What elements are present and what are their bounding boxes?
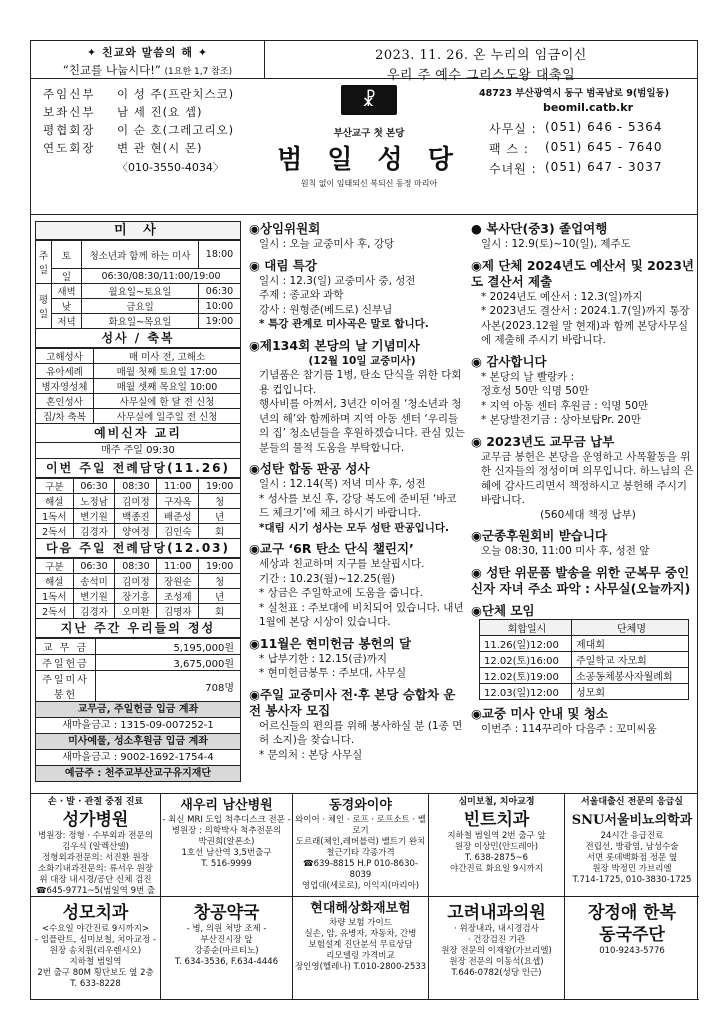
- mass-time: 06:30: [199, 284, 241, 299]
- staff-role: 주임신부: [43, 87, 96, 101]
- offering-value: 708명: [96, 671, 241, 702]
- notice-title: ◉ 대림 특강: [249, 257, 317, 273]
- duty-header-cell: 19:00: [199, 479, 241, 494]
- mass-name: 월요일~토요일: [82, 284, 199, 299]
- staff-list: [43, 85, 243, 175]
- account1-title: 교무금, 주일헌금 입금 계좌: [35, 702, 241, 718]
- notice-item: [249, 687, 465, 763]
- notice-line: 주제 : 종교와 과학: [259, 289, 344, 301]
- duty-cell: 양여정: [115, 524, 157, 539]
- duty-row: [36, 494, 241, 509]
- sacraments-table: [35, 348, 241, 424]
- mass-table: [35, 240, 241, 329]
- notice-title: ◉ 2023년도 교무금 납부: [471, 433, 615, 449]
- notice-line: * 문의처 : 본당 사무실: [259, 748, 363, 761]
- parish-name: 범 일 성 당: [277, 145, 461, 175]
- sacrament-info: 매월 첫째 토요일 17:00: [94, 364, 241, 379]
- mass-time: 18:00: [199, 241, 241, 269]
- ad-line: · 위장내과, 내시경검사: [454, 924, 539, 934]
- ad-line: 병원장 : 의학박사 척추전문의: [171, 826, 282, 836]
- motto-ref: (1요한 1,7 참조): [164, 67, 233, 77]
- duty-cell: 장기흥: [115, 589, 157, 604]
- duty-cell: 청: [199, 494, 241, 509]
- staff-person: 변 관 현(시 몬): [117, 141, 203, 155]
- cleaning-title: ◉교중 미사 안내 및 청소: [471, 705, 608, 721]
- sacrament-info: 사무실에 한 달 전 신청: [94, 394, 241, 409]
- duty-cell: 1독서: [36, 589, 74, 604]
- notice-title: ◉제 단체 2024년도 예산서 및 2023년도 결산서 제출: [471, 257, 694, 289]
- ad-line: - 최신 MRI 도입 척추디스크 전문 -: [162, 815, 291, 825]
- ad-block: [161, 794, 293, 897]
- notice-item: [249, 221, 465, 252]
- notice-item: [249, 338, 465, 456]
- ad-headline: 동경와이야: [329, 798, 392, 813]
- notice-line: * 상금은 주일학교에 도움을 줍니다.: [259, 587, 423, 599]
- notice-item: [471, 528, 695, 559]
- ad-block: [293, 897, 429, 1000]
- notices-column-middle: [249, 221, 465, 768]
- ad-line: 원장 송치원(리우렌시오): [49, 946, 142, 956]
- ad-name: 창공약국: [193, 903, 260, 923]
- ad-block: [31, 794, 161, 897]
- notice-item: [471, 565, 695, 597]
- mass-day: 저녁: [52, 314, 82, 329]
- notice-title: ◉교구 ‘6R 탄소 단식 챌린지’: [249, 541, 414, 556]
- date-box: [265, 41, 697, 83]
- ad-line: 야간진료 화요일 9시까지: [450, 863, 543, 874]
- ad-name: 성모치과: [62, 903, 129, 923]
- duty-header-cell: 11:00: [157, 479, 199, 494]
- cleaning-text: 이번주 : 114꾸리아 다음주 : 꼬미씨움: [481, 722, 657, 735]
- duty-next-table: [35, 558, 241, 619]
- motto-box: [31, 41, 265, 79]
- staff-row: [43, 121, 243, 139]
- ad-name: 장정애 한복: [587, 903, 677, 923]
- parish-logo-icon: ☧: [341, 85, 397, 115]
- duty-cell: 김미정: [115, 574, 157, 589]
- notice-line: 일시 : 12.3(일) 교중미사 중, 성전: [259, 274, 416, 287]
- duty-header-cell: 08:30: [115, 479, 157, 494]
- ad-line: 소화기내과전문의: 류서우 원장: [37, 863, 153, 874]
- ad-name: 동국주단: [599, 925, 665, 945]
- offering-label: 주일헌금: [36, 655, 96, 671]
- notice-line: * 2023년도 결산서 : 2024.1.7(일)까지 통장 사본(2023.12월 말 현재)과 함께 본당사무실에 제출해 주시기 바랍니다.: [481, 305, 690, 346]
- account2: 새마을금고 : 9002-1692-1754-4: [35, 750, 241, 766]
- duty-row: [36, 509, 241, 524]
- ad-block: [31, 897, 161, 1000]
- mass-day: 낮: [52, 299, 82, 314]
- mass-title: 미 사: [35, 221, 241, 240]
- duty-cell: 김명자: [157, 604, 199, 619]
- ad-line: 원장 박정민 가브리엘: [592, 863, 672, 874]
- sacrament-info: 매월 셋째 목요일 10:00: [94, 379, 241, 394]
- account-holder: 예금주 : 천주교부산교구유지재단: [35, 766, 241, 782]
- date-line: 2023. 11. 26. 온 누리의 임금이신: [375, 48, 587, 63]
- notice-item: [471, 354, 695, 428]
- ad-headline: 현대해상화재보험: [310, 901, 411, 916]
- ad-line: T. 634-3536, F.634-4446: [174, 957, 279, 967]
- duty-header-cell: 06:30: [73, 479, 115, 494]
- notice-line: * 납부기한 : 12.15(금)까지: [259, 652, 388, 665]
- ad-line: · 건강검진 기관: [467, 935, 526, 945]
- duty-cell: 청: [199, 574, 241, 589]
- duty-cell: 2독서: [36, 604, 74, 619]
- ad-line: T. 638-2875~6: [464, 852, 529, 863]
- offering-row: [36, 671, 241, 702]
- notice-line: 일시 : 12.9(토)~10(일), 제주도: [481, 238, 631, 250]
- mass-time: 19:00: [199, 314, 241, 329]
- group-name: 제대회: [572, 635, 689, 651]
- group-meetings-title: ◉단체 모임: [471, 602, 535, 618]
- notice-line: 행사비를 아껴서, 3년간 이어질 ‘청소년과 청년의 해’와 함께하며 지역 아동 센터 ‘우리들의 집’ 청소년들을 후원하겠습니다. 관심 있는 분들의 물적 도움을 부탁합니다.: [259, 398, 465, 454]
- ads-section: [31, 793, 697, 999]
- mass-name: 06:30/08:30/11:00/19:00: [82, 269, 241, 284]
- ad-line: T. 633-8228: [70, 979, 121, 989]
- notice-line: 일시 : 오늘 교중미사 후, 강당: [259, 238, 395, 250]
- ad-name: 고려내과의원: [447, 903, 546, 923]
- notice-title: ◉군종후원회비 받습니다: [471, 528, 608, 543]
- duty-cell: 김인숙: [157, 524, 199, 539]
- duty-header-row: [36, 479, 241, 494]
- notice-title: ◉11월은 현미헌금 봉헌의 달: [249, 635, 412, 651]
- ad-line: T.646-0782(성당 인근): [451, 968, 542, 978]
- cleaning-notice: [471, 706, 695, 737]
- sacrament-info: 매 미사 전, 고해소: [94, 349, 241, 364]
- ad-line: 강종순(마르티노): [194, 946, 259, 956]
- contact-row: [479, 120, 697, 140]
- contact-value: (051) 647 - 3037: [545, 160, 663, 174]
- ad-line: 전립선, 방광염, 남성수술: [585, 841, 679, 852]
- feast-line: 우리 주 예수 그리스도왕 대축일: [386, 68, 576, 83]
- mass-group: 주일: [36, 241, 52, 284]
- notice-line: * 2024년도 예산서 : 12.3(일)까지: [481, 290, 643, 303]
- group-table: [479, 619, 689, 700]
- parish-motto: 원칙 없이 임태되신 복되신 동정 마리아: [300, 179, 438, 188]
- mass-name: 화요일~목요일: [82, 314, 199, 329]
- group-date: 12.02(토)16:00: [480, 651, 572, 667]
- notice-line: * 본당발전기금 : 상아보탑Pr. 20만: [481, 414, 641, 426]
- ad-line: 서면 롯데백화점 정문 옆: [586, 852, 678, 863]
- duty-cell: 1독서: [36, 509, 74, 524]
- group-row: [480, 635, 689, 651]
- ad-headline: 서울대출신 전문의 응급실: [581, 797, 683, 807]
- offering-title: 지난 주간 우리들의 정성: [35, 619, 241, 638]
- ad-name: SNU서울비뇨의학과: [571, 812, 693, 828]
- notice-line: (560세대 책정 납부): [540, 508, 636, 521]
- duty-header-cell: 19:00: [199, 559, 241, 574]
- offering-label: 주일미사봉헌: [36, 671, 96, 702]
- notice-title: ◉ 감사합니다: [471, 353, 547, 369]
- group-date: 12.03(일)12:00: [480, 683, 572, 699]
- ad-line: 지하철 범일역 2번 출구 앞: [447, 830, 546, 841]
- duty-cell: 장원순: [157, 574, 199, 589]
- duty-row: [36, 604, 241, 619]
- notice-line: * 본당의 날 빨랑카 :: [481, 370, 575, 383]
- ad-line: 차량 보험 가이드: [329, 918, 392, 928]
- staff-role: 평협회장: [43, 123, 96, 137]
- ad-line: 박권희(알폰소): [198, 837, 255, 847]
- duty-header-cell: 구분: [36, 479, 74, 494]
- duty-cell: 년: [199, 589, 241, 604]
- ad-block: [429, 794, 565, 897]
- duty-cell: 백종진: [115, 509, 157, 524]
- staff-person: 이 성 주(프란치스코): [117, 87, 235, 101]
- group-date: 11.26(일)12:00: [480, 635, 572, 651]
- notice-item: [249, 461, 465, 535]
- sacrament-row: [36, 409, 241, 424]
- sacrament-info: 사무실에 일주일 전 신청: [94, 409, 241, 424]
- sacrament-row: [36, 364, 241, 379]
- mass-name: 금요일: [82, 299, 199, 314]
- notice-line: * 성사를 보신 후, 강당 복도에 준비된 ‘바코드 체크기’에 체크 하시기 바랍니다.: [259, 492, 457, 519]
- mass-name: 청소년과 함께 하는 미사: [82, 241, 199, 269]
- duty-header-cell: 11:00: [157, 559, 199, 574]
- ad-line: 원장 이상민(안드레아): [454, 841, 539, 852]
- schedule-column: [35, 221, 241, 782]
- ad-line: <수요일 야간진료 9시까지>: [41, 924, 150, 934]
- staff-role: 보좌신부: [43, 105, 96, 119]
- duty-row: [36, 589, 241, 604]
- notice-line: * 지역 아동 센터 후원금 : 익명 50만: [481, 399, 649, 412]
- notice-title: ◉제134회 본당의 날 기념미사: [249, 337, 420, 353]
- duty-cell: 해설: [36, 494, 74, 509]
- ad-line: 와이어 · 체인 · 로프 · 로프소트 · 벨로기: [295, 815, 426, 836]
- ad-line: 보험설계 진단분석 무료상담: [308, 940, 413, 950]
- offering-value: 3,675,000원: [96, 655, 241, 671]
- staff-row: [43, 103, 243, 121]
- notice-line: 교무금 봉헌은 본당을 운영하고 사목활동을 위한 신자들의 정성이며 의무입니다. 하느님의 은혜에 감사드리면서 책정하시고 봉헌해 주시기 바랍니다.: [481, 450, 694, 506]
- duty-row: [36, 574, 241, 589]
- group-name: 성모회: [572, 683, 689, 699]
- notice-line: (12월 10일 교중미사): [308, 354, 416, 367]
- ad-line: ☎639-8815 H.P 010-8630-8039: [303, 859, 418, 880]
- catechism-title: 예비신자 교리: [35, 424, 241, 443]
- duty-cell: 김경자: [73, 604, 115, 619]
- mass-day: 새벽: [52, 284, 82, 299]
- group-name: 주일학교 자모회: [572, 651, 689, 667]
- duty-cell: 김미정: [115, 494, 157, 509]
- sacrament-row: [36, 394, 241, 409]
- group-date: 12.02(토)19:00: [480, 667, 572, 683]
- duty-cell: 해설: [36, 574, 74, 589]
- duty-cell: 년: [199, 509, 241, 524]
- parish-identity: [259, 85, 479, 189]
- ad-line: T. 516-9999: [201, 859, 252, 869]
- sacrament-name: 유아세례: [36, 364, 94, 379]
- notice-item: [249, 541, 465, 630]
- duty-cell: 오미환: [115, 604, 157, 619]
- group-header-cell: 회합일시: [480, 619, 572, 635]
- notice-line: 강사 : 원형준(베드로) 신부님: [259, 303, 393, 316]
- contact-row: [479, 140, 697, 160]
- ad-line: 2번 출구 80M 횡단보도 옆 2층: [37, 968, 154, 978]
- header: [31, 41, 697, 83]
- ad-block: [565, 897, 699, 1000]
- motto-title: ✦ 친교와 말씀의 해 ✦: [86, 46, 209, 59]
- group-row: [480, 651, 689, 667]
- duty-cell: 배준성: [157, 509, 199, 524]
- notice-title: ● 복사단(중3) 졸업여행: [471, 221, 608, 236]
- notices-column-right: [471, 221, 695, 742]
- duty-row: [36, 524, 241, 539]
- ad-block: [429, 897, 565, 1000]
- notice-item: [249, 636, 465, 681]
- duty-cell: 구자옥: [157, 494, 199, 509]
- group-header-row: [480, 619, 689, 635]
- ad-line: 실손, 암, 유병자, 자동차, 간병: [304, 929, 417, 939]
- sacrament-row: [36, 379, 241, 394]
- ad-line: 24시간 응급진료: [600, 830, 664, 841]
- duty-next-title: 다음 주일 전례담당(12.03): [35, 539, 241, 558]
- ad-name: 성가병원: [62, 809, 129, 830]
- ad-line: 위 대장 내시경/공단 신체 검진: [39, 874, 152, 885]
- ad-line: 김우식 (알렉산델): [62, 841, 129, 852]
- ad-line: 1호선 남산역 3,5번출구: [181, 848, 272, 858]
- mass-day: 토: [52, 241, 82, 269]
- notice-title: ◉성탄 합동 판공 성사: [249, 461, 370, 476]
- notice-line: 기간 : 10.23(월)~12.25(월): [259, 572, 396, 585]
- offering-row: [36, 655, 241, 671]
- staff-person: 이 순 호(그레고리오): [117, 123, 235, 137]
- ad-line: 장인영(헬레나) T.010-2800-2533: [294, 962, 427, 972]
- mass-time: 10:00: [199, 299, 241, 314]
- contact-row: [479, 160, 697, 180]
- ad-headline: 새우리 남산병원: [180, 798, 273, 813]
- duty-cell: 송석미: [73, 574, 115, 589]
- staff-phone: 〈010-3550-4034〉: [117, 161, 224, 174]
- group-header-cell: 단체명: [572, 619, 689, 635]
- notice-line: 정호성 50만 익명 50만: [481, 385, 589, 397]
- ad-line: 부산진시장 앞: [200, 935, 253, 945]
- contact-value: (051) 646 - 5364: [545, 120, 663, 134]
- duty-cell: 회: [199, 524, 241, 539]
- duty-cell: 2독서: [36, 524, 74, 539]
- account1: 새마을금고 : 1315-09-007252-1: [35, 718, 241, 734]
- duty-cell: 조성제: [157, 589, 199, 604]
- sacrament-name: 혼인성사: [36, 394, 94, 409]
- duty-cell: 회: [199, 604, 241, 619]
- website-link[interactable]: beomil.catb.kr: [542, 101, 634, 114]
- notice-line: * 특강 관계로 미사곡은 말로 합니다.: [259, 318, 429, 330]
- notice-line: 일시 : 12.14(목) 저녁 미사 후, 성전: [259, 478, 426, 490]
- offering-row: [36, 639, 241, 655]
- group-name: 소공동체봉사자월례회: [572, 667, 689, 683]
- contact-info: [479, 85, 697, 180]
- sacrament-name: 고해성사: [36, 349, 94, 364]
- group-meetings: [471, 603, 695, 700]
- duty-header-row: [36, 559, 241, 574]
- group-row: [480, 667, 689, 683]
- offering-table: [35, 638, 241, 702]
- sacrament-name: 집/차 축복: [36, 409, 94, 424]
- ad-headline: 심미보철, 치아교정: [458, 797, 535, 807]
- offering-value: 5,195,000원: [96, 639, 241, 655]
- notice-title: ◉주일 교중미사 전·후 본당 승합차 운전 봉사자 모집: [249, 686, 456, 718]
- contact-label: 사무실 :: [489, 122, 537, 136]
- notice-line: *대림 시기 성사는 모두 성탄 판공입니다.: [259, 521, 450, 534]
- ad-line: 010-9243-5776: [599, 946, 665, 956]
- notice-title: ◉상임위원회: [249, 221, 321, 236]
- notice-item: [249, 258, 465, 332]
- catechism-time: 매주 주일 09:30: [35, 443, 241, 459]
- notice-line: 세상과 친교하며 지구를 보살핍시다.: [259, 558, 425, 570]
- ad-line: 정형외과전문의: 서진환 원장: [42, 852, 149, 863]
- duty-this-table: [35, 478, 241, 539]
- duty-cell: 김경자: [73, 524, 115, 539]
- mass-day: 일: [52, 269, 82, 284]
- ad-line: 철근기타 각종가격: [326, 848, 395, 858]
- bulletin-page: [30, 40, 698, 1000]
- ad-block: [161, 897, 293, 1000]
- staff-row: [43, 85, 243, 103]
- contact-value: (051) 645 - 7640: [545, 140, 663, 154]
- duty-cell: 변기원: [73, 509, 115, 524]
- notice-title: ◉ 성탄 위문품 발송을 위한 군복무 중인 신자 자녀 주소 파악 : 사무실(오늘까지): [471, 564, 691, 596]
- mass-group: 평일: [36, 284, 52, 329]
- notice-line: * 실천표 : 주보대에 비치되어 있습니다. 내년 1월에 본당 시상이 있습니다.: [259, 601, 464, 628]
- notice-line: 오늘 08:30, 11:00 미사 후, 성전 앞: [481, 545, 650, 557]
- ad-line: - 임플란트, 심미보철, 치아교정 -: [35, 935, 156, 945]
- sacrament-name: 병자영성체: [36, 379, 94, 394]
- ad-line: ☎645-9771~5(범일역 9번 출: [35, 885, 156, 896]
- contact-label: 팩 스 :: [489, 142, 529, 156]
- staff-row: [43, 139, 243, 157]
- staff-person: 남 세 진(요 셉): [117, 105, 203, 119]
- sacrament-row: [36, 349, 241, 364]
- duty-cell: 변기원: [73, 589, 115, 604]
- ad-line: 병원장: 정형 · 수부외과 전문의: [38, 830, 153, 841]
- ad-line: 원장 전문의 이재왕(가브리엘): [441, 946, 552, 956]
- motto-line: [31, 62, 264, 78]
- notice-line: 어르신들의 편의를 위해 봉사하실 분 (1종 면허 소지)을 찾습니다.: [259, 719, 463, 746]
- ad-line: 도르래(체인,레버블럭) 밸트기 완치: [295, 837, 426, 847]
- duty-header-cell: 구분: [36, 559, 74, 574]
- account2-title: 미사예물, 성소후원금 입금 계좌: [35, 734, 241, 750]
- parish-subtitle: 부산교구 첫 본당: [333, 128, 405, 139]
- notice-item: [471, 258, 695, 348]
- group-row: [480, 683, 689, 699]
- duty-this-title: 이번 주일 전례담당(11.26): [35, 459, 241, 478]
- offering-label: 교 무 금: [36, 639, 96, 655]
- notice-line: * 현미헌금봉투 : 주보대, 사무실: [259, 667, 407, 679]
- ad-name: 빈트치과: [463, 809, 530, 830]
- sacraments-title: 성사 / 축복: [35, 329, 241, 348]
- ad-line: 영업대(세로로), 이익지(마리아): [301, 881, 420, 891]
- duty-cell: 노정남: [73, 494, 115, 509]
- duty-header-cell: 06:30: [73, 559, 115, 574]
- notice-line: 기념품은 참기름 1병, 탄소 단식을 위한 다회용 컵입니다.: [259, 369, 462, 396]
- notice-item: [471, 221, 695, 252]
- ad-line: - 병, 의원 처방 조제 -: [186, 924, 267, 934]
- ad-line: 리모델링 가격비교: [326, 951, 395, 961]
- notice-item: [471, 434, 695, 523]
- ad-line: 지하철 범일역: [69, 957, 122, 967]
- info-band: [31, 79, 697, 215]
- ad-block: [565, 794, 699, 897]
- duty-header-cell: 08:30: [115, 559, 157, 574]
- motto-text: “친교를 나눕시다!”: [62, 63, 161, 77]
- staff-role: 연도회장: [43, 141, 96, 155]
- contact-label: 수녀원 :: [489, 162, 537, 176]
- address: 48723 부산광역시 동구 범곡남로 9(범일동): [479, 88, 670, 99]
- ad-line: 원장 전문의 이동석(요셉): [449, 957, 544, 967]
- ad-line: T.714-1725, 010-3830-1725: [572, 874, 692, 885]
- ad-headline: 손 · 발 · 관절 중점 진료: [47, 797, 144, 807]
- ad-block: [293, 794, 429, 897]
